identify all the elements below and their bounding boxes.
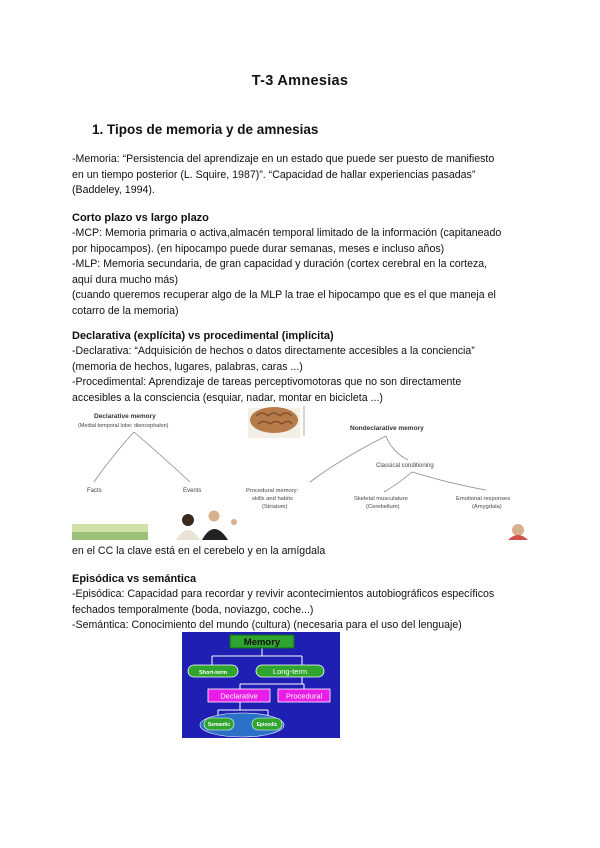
text-line: -Memoria: “Persistencia del aprendizaje en un estado que puede ser puesto de manifiesto — [72, 153, 495, 165]
skeletal-label-1: Skeletal musculature — [354, 496, 408, 502]
nondeclarative-title: Nondeclarative memory — [350, 425, 424, 432]
memory-label: Memory — [243, 637, 281, 648]
procedural-label-3: (Striatum) — [262, 504, 288, 510]
classical-label: Classical conditioning — [376, 463, 434, 469]
skeletal-label-2: (Cerebellum) — [366, 504, 400, 510]
short-term-label: Short-term — [198, 670, 228, 676]
procedural-label-2: skills and habits — [252, 496, 293, 502]
facts-label: Facts — [87, 488, 102, 494]
text-line: -MLP: Memoria secundaria, de gran capacidad y duración (cortex cerebral en la corteza, — [72, 258, 488, 270]
section-heading: 1. Tipos de memoria y de amnesias — [92, 122, 319, 137]
text-line: -Semántica: Conocimiento del mundo (cultura) (necesaria para el uso del lenguaje) — [72, 619, 462, 631]
subheading-episodica: Episódica vs semántica — [72, 573, 197, 585]
procedural-label-1: Procedural memory: — [246, 488, 299, 494]
text-line: por hipocampos). (en hipocampo puede durar semanas, meses e incluso años) — [72, 242, 445, 255]
text-line: en un tiempo posterior (L. Squire, 1987)”. “Capacidad de hallar experiencias pasadas” — [72, 168, 476, 181]
episodica-text — [72, 587, 542, 634]
text-line: fechados temporalmente (boda, noviazgo, coche...) — [72, 603, 314, 616]
emotional-label-1: Emotional responses — [456, 496, 511, 502]
semantic-label: Semantic — [207, 722, 231, 728]
declarative-label: Declarative — [220, 691, 258, 701]
declarative-title: Declarative memory — [94, 413, 156, 420]
emotional-label-2: (Amygdala) — [472, 504, 502, 510]
text-line: (Baddeley, 1994). — [72, 184, 155, 196]
brain-illustration — [248, 406, 304, 438]
declarative-subtitle: (Medial temporal lobe; diencephalon) — [78, 423, 169, 429]
text-line: accesibles a la consciencia (esquiar, nadar, montar en bicicleta ...) — [72, 391, 383, 404]
corto-largo-text — [72, 226, 542, 319]
taxonomy-svg — [72, 406, 528, 540]
cc-note: en el CC la clave está en el cerebelo y en la amígdala — [72, 545, 326, 557]
memory-hierarchy-figure — [182, 632, 340, 738]
text-line: -MCP: Memoria primaria o activa,almacén temporal limitado de la información (capitaneado — [72, 227, 502, 239]
episodic-label: Episodic — [256, 722, 278, 728]
procedural-label: Procedural — [285, 691, 323, 701]
brain-shape — [250, 407, 298, 433]
subheading-declarativa: Declarativa (explícita) vs procedimental (implícita) — [72, 330, 334, 342]
text-line: (cuando queremos recuperar algo de la MLP la trae el hipocampo que es el que maneja el — [72, 289, 496, 301]
text-line: -Procedimental: Aprendizaje de tareas perceptivomotoras que no son directamente — [72, 376, 462, 388]
subheading-corto-largo: Corto plazo vs largo plazo — [72, 212, 209, 224]
text-line: cotarro de la memoria) — [72, 304, 179, 317]
text-line: -Declarativa: “Adquisición de hechos o datos directamente accesibles a la conciencia” — [72, 345, 475, 357]
document-title: T-3 Amnesias — [251, 73, 349, 89]
text-line: (memoria de hechos, lugares, palabras, caras ...) — [72, 360, 303, 373]
memory-taxonomy-figure — [72, 406, 528, 540]
long-term-label: Long-term — [272, 667, 308, 676]
memoria-definition — [72, 152, 542, 199]
landscape-photo-ground — [72, 532, 148, 540]
hierarchy-svg — [182, 632, 340, 738]
declarativa-text — [72, 344, 542, 406]
events-label: Events — [183, 488, 202, 494]
text-line: aquí dura mucho más) — [72, 273, 178, 286]
text-line: -Episódica: Capacidad para recordar y revivir acontecimientos autobiográficos específicos — [72, 588, 495, 600]
